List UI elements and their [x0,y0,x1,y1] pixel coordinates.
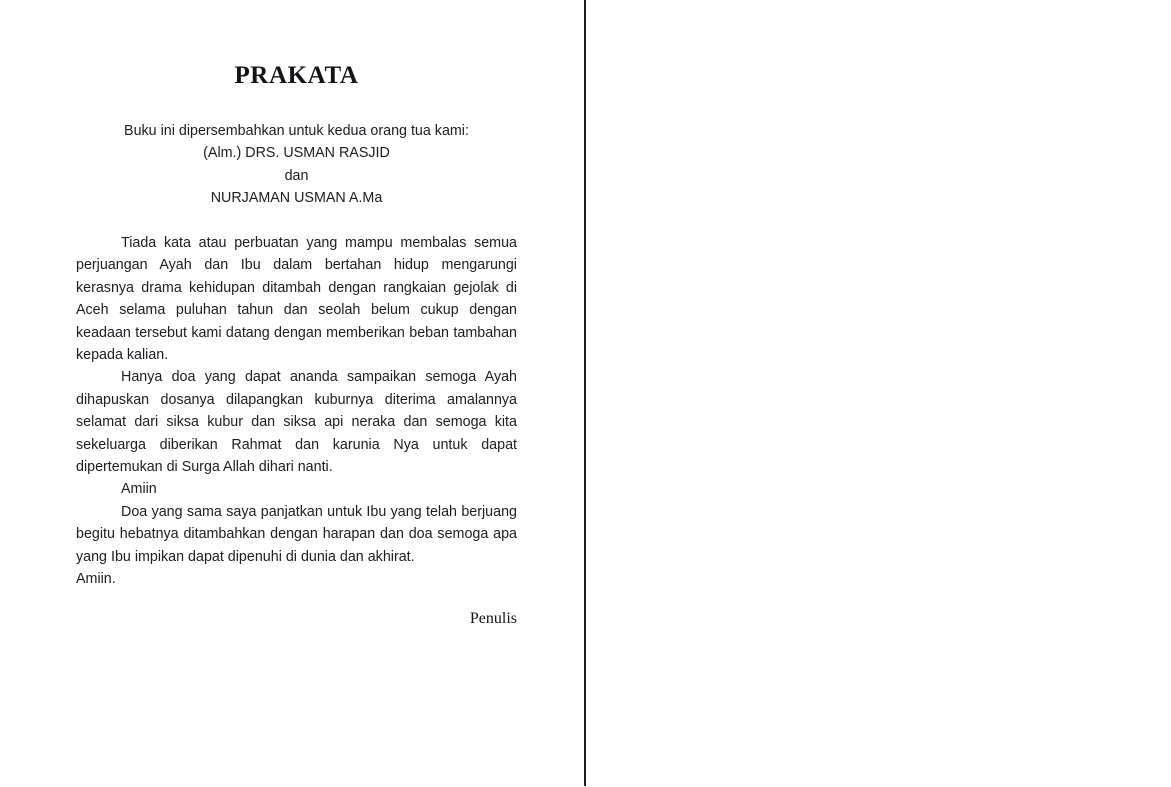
dedication-block [76,120,517,209]
content-page [0,0,585,787]
page-title: PRAKATA [234,62,359,89]
dedication-line: Buku ini dipersembahkan untuk kedua orang tua kami: [124,123,469,139]
paragraph: Amiin. [76,571,116,588]
dedication-line: (Alm.) DRS. USMAN RASJID [203,145,390,162]
body-text [76,232,517,591]
dedication-line: NURJAMAN USMAN A.Ma [210,189,383,206]
paragraph: Tiada kata atau perbuatan yang mampu membalas semua perjuangan Ayah dan Ibu dalam bertahan hidup mengarungi kerasnya drama kehidupan ditambah dengan rangkaian gejolak di Aceh selama puluhan tahun dan seolah belum cukup dengan keadaan tersebut kami datang dengan memberikan beban tambahan kepada kalian. [76,235,517,364]
paragraph: Doa yang sama saya panjatkan untuk Ibu yang telah berjuang begitu hebatnya ditambahkan dengan harapan dan doa semoga apa yang Ibu impikan dapat dipenuhi di dunia dan akhirat. [76,503,517,565]
page-divider [584,0,586,786]
blank-facing-page [587,0,1171,787]
signature-line: Penulis [469,610,517,627]
dedication-line: dan [284,167,309,184]
paragraph: Hanya doa yang dapat ananda sampaikan semoga Ayah dihapuskan dosanya dilapangkan kuburnya diterima amalannya selamat dari siksa kubur dan siksa api neraka dan semoga kita sekeluarga diberikan Rahmat dan karunia Nya untuk dapat dipertemukan di Surga Allah dihari nanti. [76,369,517,476]
paragraph: Amiin [121,481,157,498]
